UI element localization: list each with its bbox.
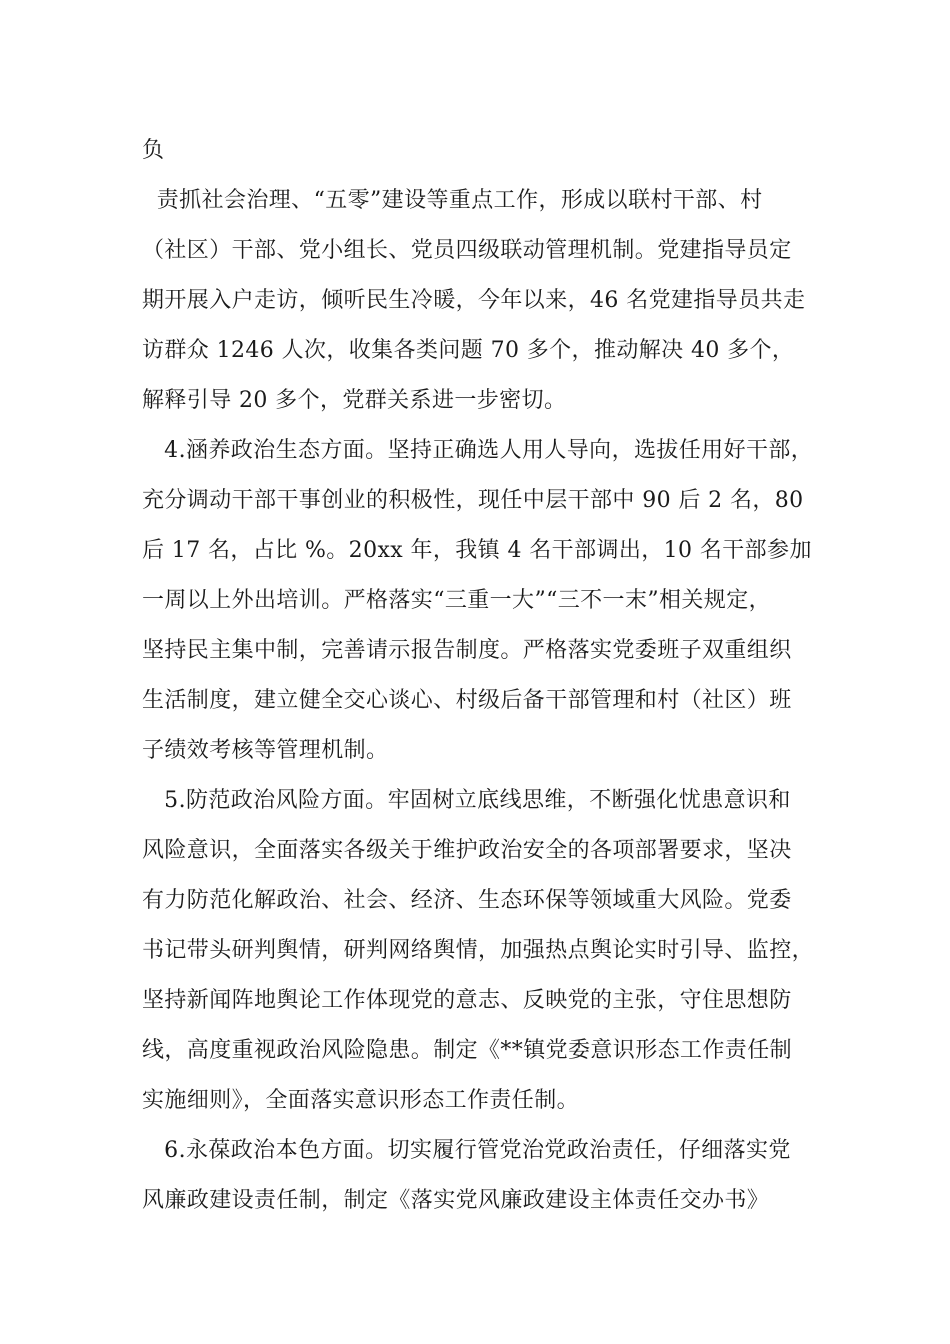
text-line: 5.防范政治风险方面。牢固树立底线思维，不断强化忧患意识和 (142, 788, 791, 813)
text-line: 充分调动干部干事创业的积极性，现任中层干部中 90 后 2 名，80 (142, 488, 804, 513)
text-line: 6.永葆政治本色方面。切实履行管党治党政治责任，仔细落实党 (142, 1138, 791, 1163)
text-line: 负 (142, 138, 165, 163)
text-line: 实施细则》，全面落实意识形态工作责任制。 (142, 1088, 580, 1113)
text-line: 责抓社会治理、“五零”建设等重点工作，形成以联村干部、村 (142, 188, 763, 213)
text-line: 生活制度，建立健全交心谈心、村级后备干部管理和村（社区）班 (142, 688, 792, 713)
text-line: （社区）干部、党小组长、党员四级联动管理机制。党建指导员定 (142, 238, 792, 263)
text-line: 书记带头研判舆情，研判网络舆情，加强热点舆论实时引导、监控， (142, 938, 815, 963)
text-line: 子绩效考核等管理机制。 (142, 738, 389, 763)
text-line: 后 17 名，占比 %。20xx 年，我镇 4 名干部调出，10 名干部参加 (142, 538, 812, 563)
text-line: 有力防范化解政治、社会、经济、生态环保等领域重大风险。党委 (142, 888, 792, 913)
text-line: 解释引导 20 多个，党群关系进一步密切。 (142, 388, 567, 413)
text-line: 坚持新闻阵地舆论工作体现党的意志、反映党的主张，守住思想防 (142, 988, 792, 1013)
text-line: 线，高度重视政治风险隐患。制定《**镇党委意识形态工作责任制 (142, 1038, 793, 1063)
text-line: 4.涵养政治生态方面。坚持正确选人用人导向，选拔任用好干部， (142, 438, 814, 463)
text-line: 坚持民主集中制，完善请示报告制度。严格落实党委班子双重组织 (142, 638, 792, 663)
text-line: 风险意识，全面落实各级关于维护政治安全的各项部署要求，坚决 (142, 838, 792, 863)
text-line: 访群众 1246 人次，收集各类问题 70 多个，推动解决 40 多个， (142, 338, 795, 363)
text-line: 期开展入户走访，倾听民生冷暖，今年以来，46 名党建指导员共走 (142, 288, 806, 313)
text-line: 一周以上外出培训。严格落实“三重一大”“三不一末”相关规定， (142, 588, 771, 613)
text-line: 风廉政建设责任制，制定《落实党风廉政建设主体责任交办书》 (142, 1188, 770, 1213)
